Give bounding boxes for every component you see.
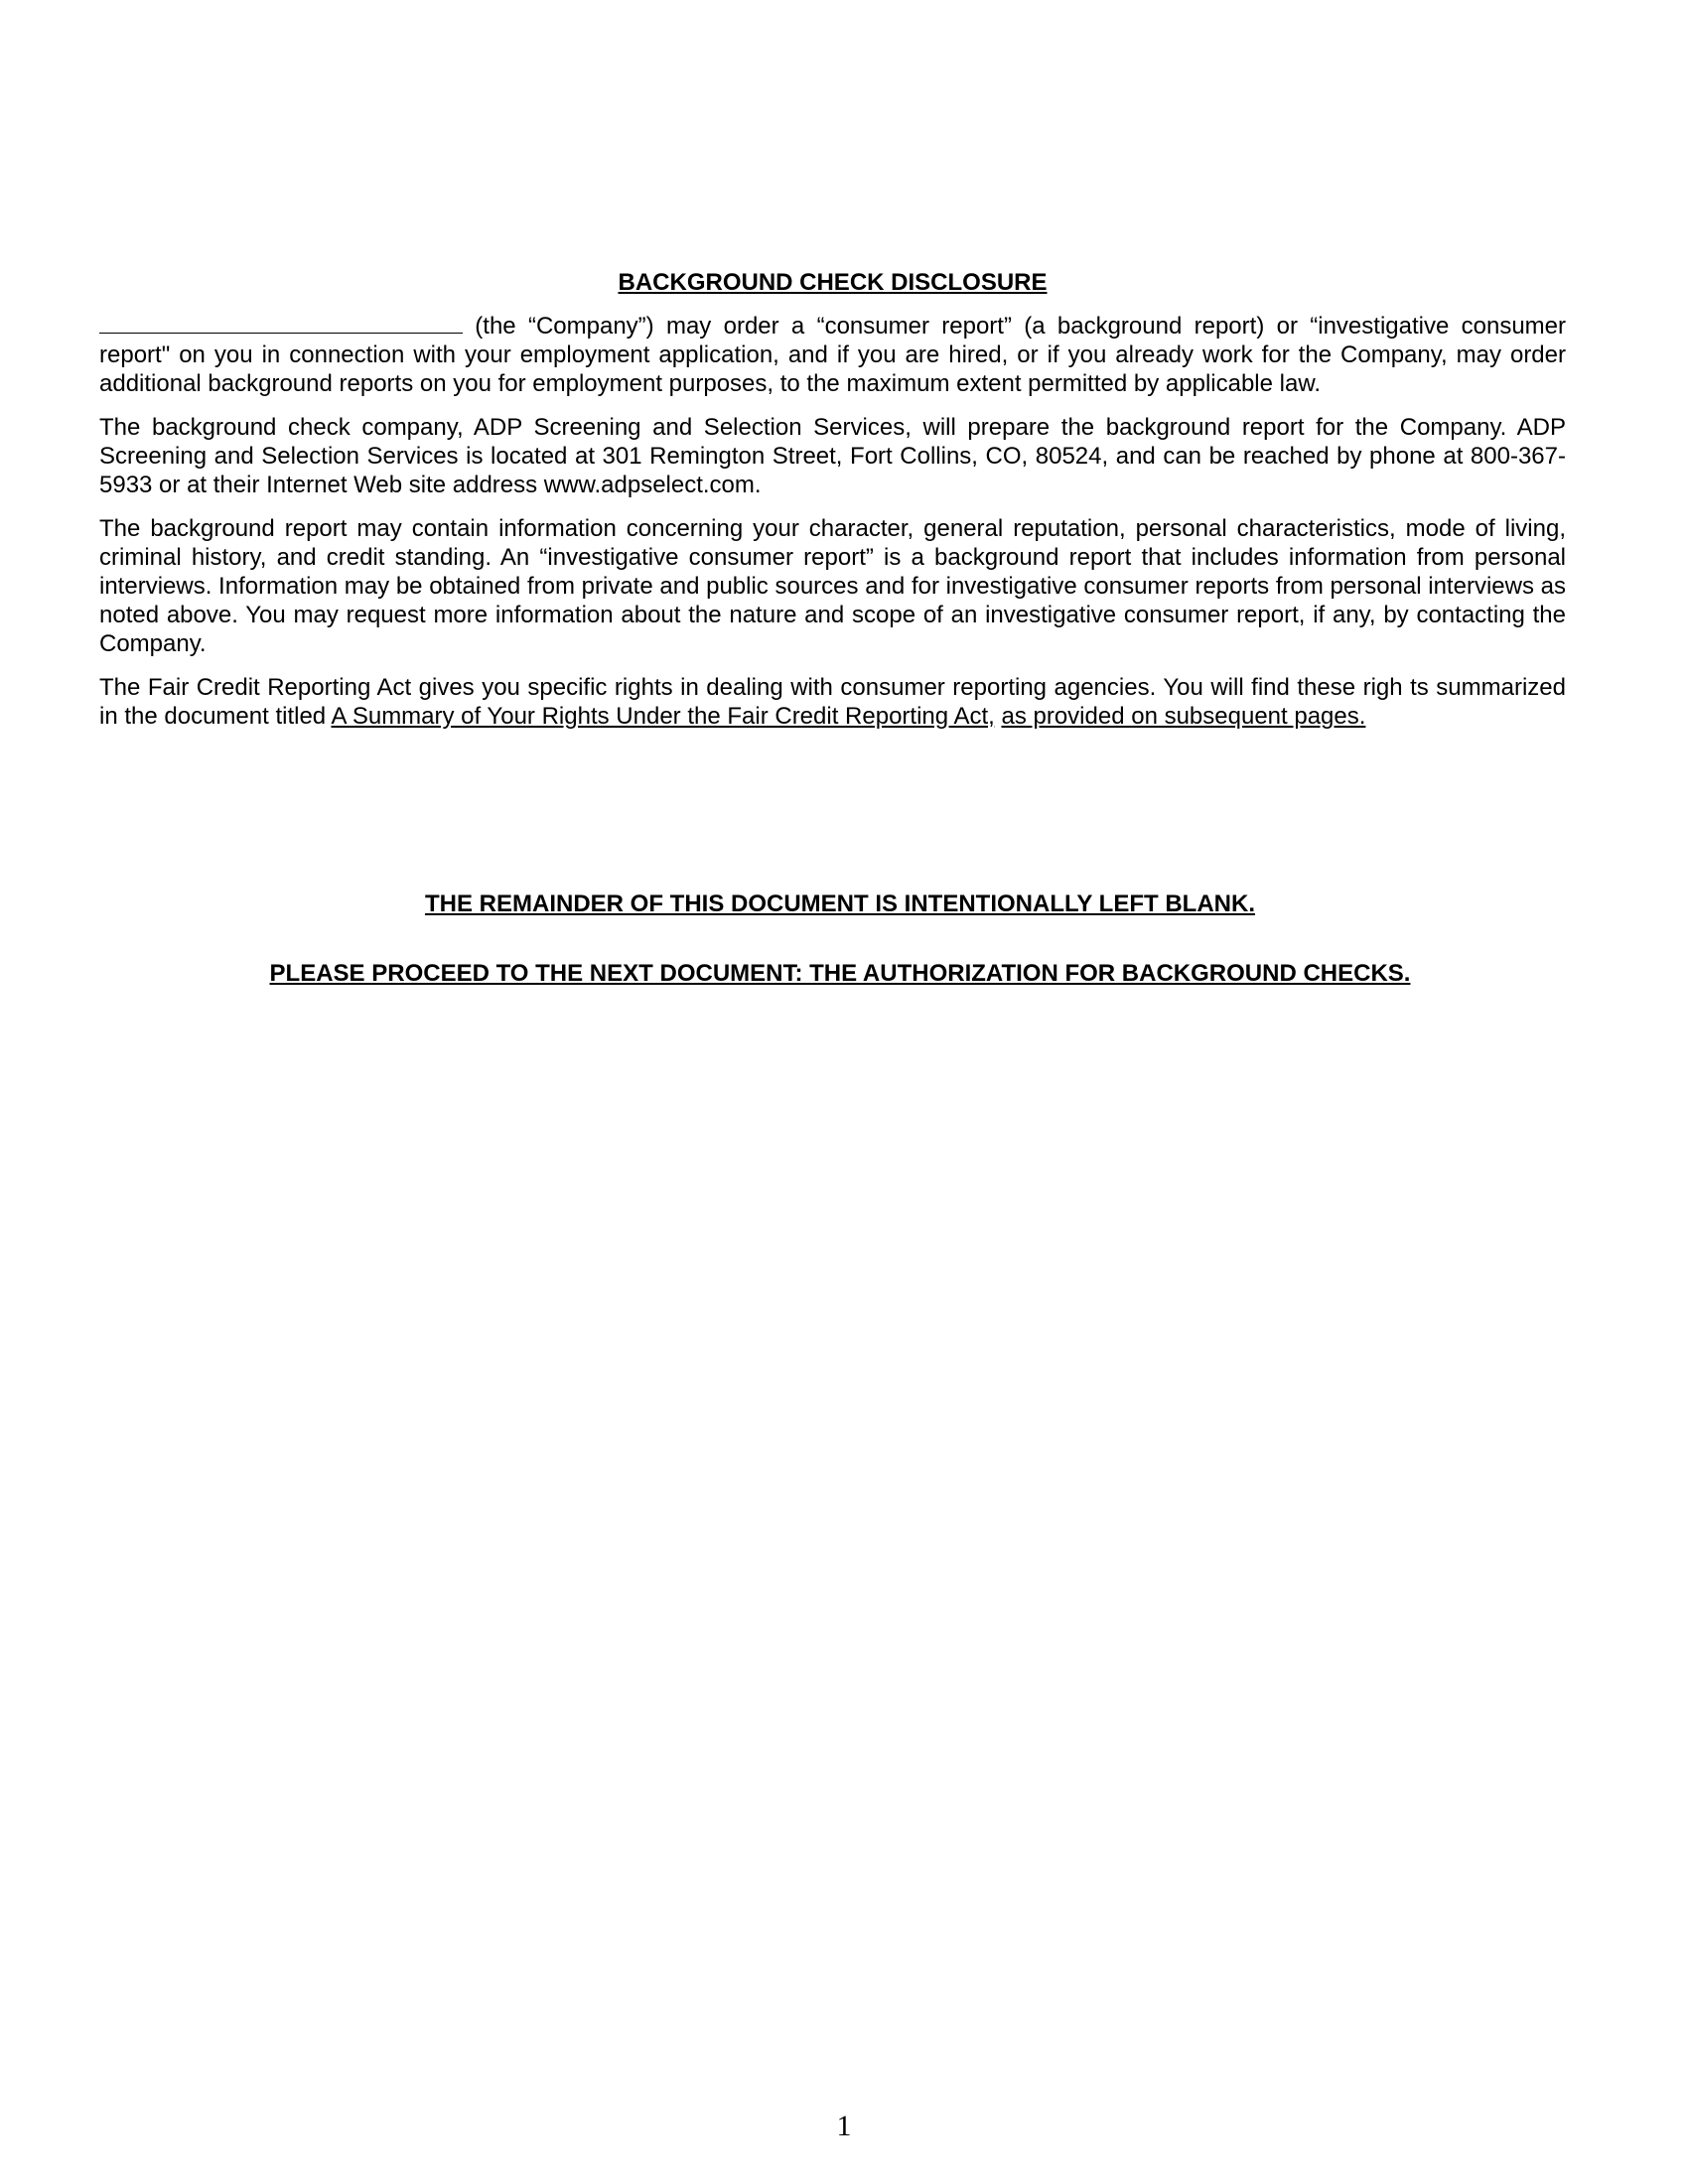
document-body [99,268,1566,746]
fcra-summary-tail: as provided on subsequent pages. [1001,703,1366,730]
document-title: BACKGROUND CHECK DISCLOSURE [618,269,1048,296]
paragraph-company-disclosure-text: (the “Company”) may order a “consumer report” (a background report) or “investigative consumer report" on you in connection with your employment application, and if you are hired, or if you already work for the Company, may order additional background reports on you for employment purposes, to the maximum extent permitted by applicable law. [99,313,1566,397]
paragraph-company-disclosure [99,312,1566,398]
remainder-blank-notice: THE REMAINDER OF THIS DOCUMENT IS INTENTIONALLY LEFT BLANK. [424,890,1255,917]
company-name-blank-field [99,313,463,334]
paragraph-fcra-rights [99,673,1566,731]
paragraph-fcra-rights-text: The Fair Credit Reporting Act gives you specific rights in dealing with consumer reporting agencies. You will find these righ ts summarized in the document titled [99,674,1566,730]
proceed-next-document-notice: PLEASE PROCEED TO THE NEXT DOCUMENT: THE AUTHORIZATION FOR BACKGROUND CHECKS. [269,960,1411,987]
paragraph-screening-company: The background check company, ADP Screening and Selection Services, will prepare the background report for the Company. ADP Screening and Selection Services is located at 301 Remington Street, Fort Collins, CO, 80524, and can be reached by phone at 800-367-5933 or at their Internet Web site address www.adpselect.com. [99,414,1566,498]
fcra-summary-title: A Summary of Your Rights Under the Fair Credit Reporting Act, [331,703,995,730]
page-number: 1 [836,2110,852,2142]
paragraph-report-contents: The background report may contain information concerning your character, general reputation, personal characteristics, mode of living, criminal history, and credit standing. An “investigative consumer report” is a background report that includes information from personal interviews. Information may be obtained from private and public sources and for investigative consumer reports from personal interviews as noted above. You may request more information about the nature and scope of an investigative consumer report, if any, by contacting the Company. [99,515,1566,657]
